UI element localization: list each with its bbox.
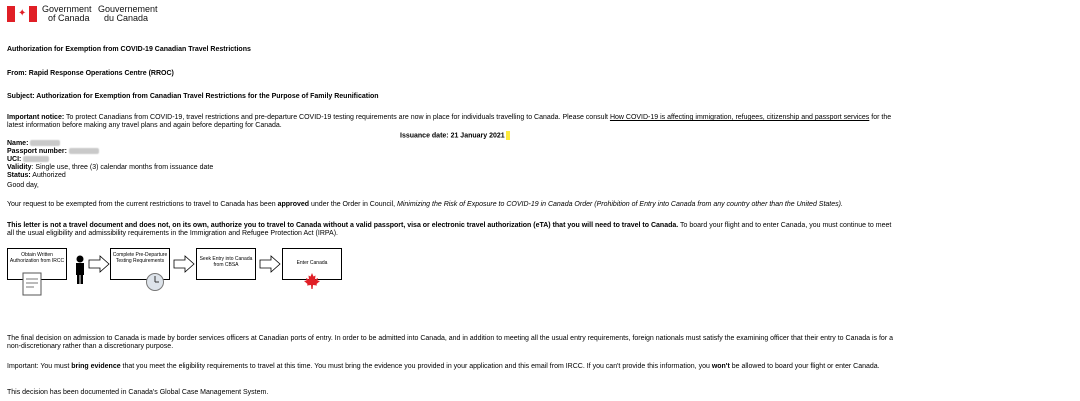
redacted-passport [69, 148, 99, 154]
notice-text-3: latest information before making any travel plans and again before departing for Canada. [7, 122, 282, 129]
important-notice [7, 114, 1077, 122]
notice-text-2: for the [869, 114, 892, 121]
step-4-label: Enter Canada [296, 260, 328, 266]
gov-fr-line2: du Canada [104, 13, 149, 23]
important-text-1: Important: You must [7, 363, 72, 370]
important-paragraph [7, 363, 1077, 371]
documented-line: This decision has been documented in Canada's Global Case Management System. [7, 389, 269, 396]
status-text: Authorized [30, 172, 66, 179]
steps-diagram [7, 245, 347, 315]
status-label: Status: [7, 172, 31, 179]
gov-fr-line1: Gouvernement [98, 4, 158, 14]
letter-text-2: all the usual eligibility and admissibility requirements in the Immigration and Refugee Protection Act (IRPA). [7, 230, 338, 237]
step-1-label: Obtain Written Authorization from IRCC [9, 252, 65, 264]
step-3-box [196, 248, 256, 280]
gov-canada-header [7, 4, 227, 34]
doc-subject: Subject: Authorization for Exemption from Canadian Travel Restrictions for the Purpose of Family Reunification [7, 93, 379, 100]
highlight-mark [506, 131, 510, 140]
arrow-3-icon [259, 255, 281, 273]
gov-en-line1: Government [42, 4, 92, 14]
redacted-uci [23, 156, 49, 162]
clock-icon [145, 272, 165, 292]
request-text-1: Your request to be exempted from the current restrictions to travel to Canada has been [7, 201, 278, 208]
important-bold-1: bring evidence [71, 363, 121, 370]
greeting: Good day, [7, 182, 39, 189]
canada-flag-icon: ✦ [7, 6, 37, 22]
important-text-3: be allowed to board your flight or enter Canada. [729, 363, 880, 370]
issuance-date [400, 131, 510, 140]
request-order-title: Minimizing the Risk of Exposure to COVID-19 in Canada Order (Prohibition of Entry into Canada from any country other than the United States). [397, 201, 843, 208]
doc-from: From: Rapid Response Operations Centre (RROC) [7, 70, 174, 77]
letter-bold: This letter is not a travel document and does not, on its own, authorize you to travel to Canada without a valid passport, visa or electronic travel authorization (eTA) that you will need to travel to Canada. [7, 222, 679, 229]
redacted-name [30, 140, 60, 146]
uci-label: UCI: [7, 156, 22, 163]
letter-paragraph [7, 222, 1077, 230]
maple-leaf-icon [303, 272, 321, 290]
name-label: Name: [7, 140, 29, 147]
final-text-2: non-discretionary rather than a discretionary purpose. [7, 343, 174, 350]
request-approved: approved [277, 201, 310, 208]
gov-en-line2: of Canada [48, 13, 90, 23]
step-3-label: Seek Entry into Canada from CBSA [199, 256, 253, 268]
important-bold-2: won't [711, 363, 730, 370]
important-text-2: that you meet the eligibility requirements to travel at this time. You must bring the evidence you provided in your application and this email from IRCC. If you can't provide this information, you [120, 363, 712, 370]
request-paragraph [7, 201, 1077, 209]
arrow-2-icon [173, 255, 195, 273]
validity-text: : Single use, three (3) calendar months from issuance date [31, 164, 214, 171]
letter-text: To board your flight and to enter Canada, you must continue to meet [678, 222, 892, 229]
final-decision-paragraph [7, 335, 1077, 351]
step-2-label: Complete Pre-Departure Testing Requirements [112, 252, 168, 264]
doc-title: Authorization for Exemption from COVID-19 Canadian Travel Restrictions [7, 46, 251, 53]
applicant-details [7, 140, 213, 180]
passport-label: Passport number: [7, 148, 67, 155]
notice-link[interactable]: How COVID-19 is affecting immigration, refugees, citizenship and passport services [609, 114, 870, 121]
notice-label: Important notice: [7, 114, 65, 121]
person-document-icon [20, 255, 90, 305]
request-text-2: under the Order in Council, [309, 201, 398, 208]
final-text-1: The final decision on admission to Canada is made by border services officers at Canadian ports of entry. In order to be admitted into Canada, and in addition to meeting all the usual entry requirements, foreign nationals must satisfy the examining officer that their entry to Canada is for a [7, 335, 893, 342]
validity-label: Validity [7, 164, 32, 171]
issuance-date-text: Issuance date: 21 January 2021 [400, 132, 505, 140]
notice-text-1: To protect Canadians from COVID-19, travel restrictions and pre-departure COVID-19 testing requirements are now in place for individuals travelling to Canada. Please consult [64, 114, 610, 121]
arrow-1-icon [88, 255, 110, 273]
